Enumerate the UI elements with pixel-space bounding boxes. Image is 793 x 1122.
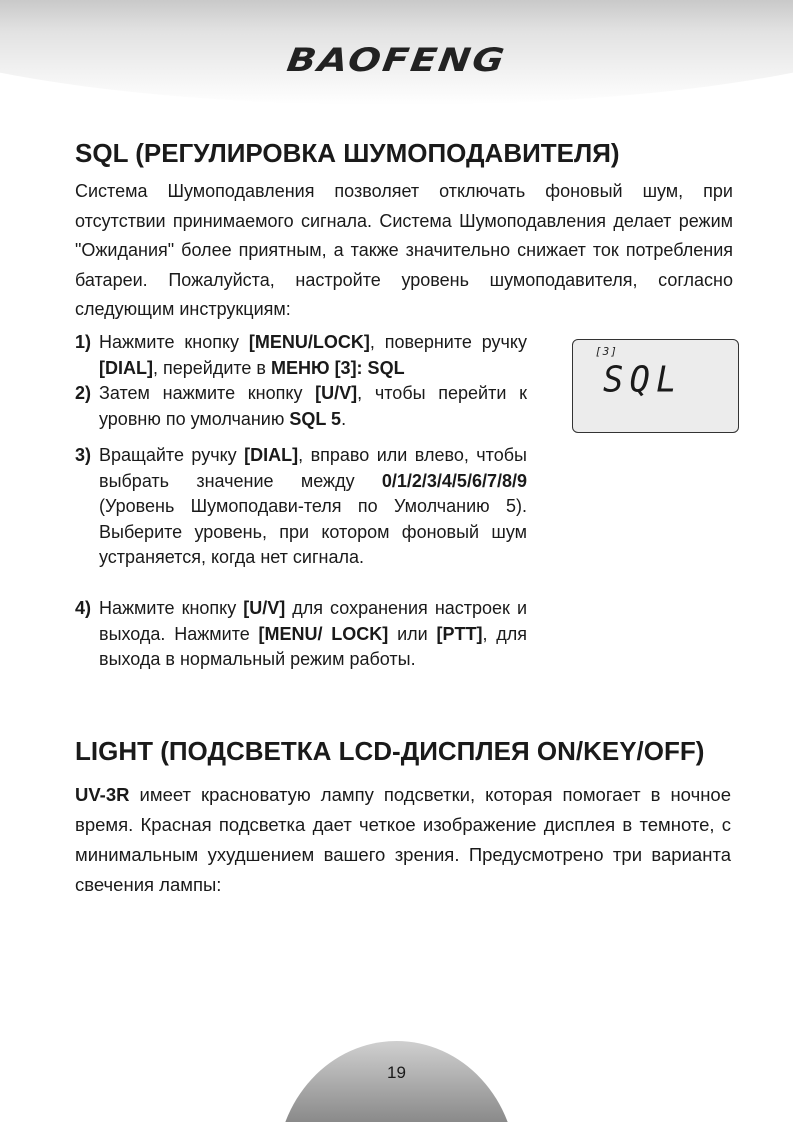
- step-number: 4): [75, 598, 92, 618]
- instruction-step-1: 1) Нажмите кнопку [MENU/LOCK], поверните ручку [DIAL], перейдите в МЕНЮ [3]: SQL: [75, 332, 527, 378]
- model-name: UV-3R: [75, 784, 130, 805]
- section-title-light: LIGHT (ПОДСВЕТКА LCD-ДИСПЛЕЯ ON/KEY/OFF): [75, 736, 705, 766]
- lcd-menu-value: SQL: [603, 359, 683, 401]
- section-title-sql: SQL (РЕГУЛИРОВКА ШУМОПОДАВИТЕЛЯ): [75, 138, 620, 168]
- instruction-step-3: 3) Вращайте ручку [DIAL], вправо или влево, чтобы выбрать значение между 0/1/2/3/4/5/6/7/8/9 (Уровень Шумоподави-теля по Умолчанию 5). Выберите уровень, при котором фоновый шум устраняется, когда нет сигнала.: [75, 445, 527, 567]
- instruction-step-2: 2) Затем нажмите кнопку [U/V], чтобы перейти к уровню по умолчанию SQL 5.: [75, 383, 527, 429]
- page-number: 19: [387, 1063, 406, 1082]
- step-number: 3): [75, 445, 92, 465]
- brand-logo: BAOFENG: [284, 41, 509, 79]
- lcd-display-illustration: [572, 339, 739, 433]
- light-intro-paragraph: UV-3R имеет красноватую лампу подсветки, которая помогает в ночное время. Красная подсветка дает четкое изображение дисплея в темноте, с минимальным ухудшением вашего зрения. Предусмотрено три варианта свечения лампы:: [75, 784, 731, 895]
- step-number: 2): [75, 383, 92, 403]
- instruction-step-4: 4) Нажмите кнопку [U/V] для сохранения настроек и выхода. Нажмите [MENU/ LOCK] или [PTT], для выхода в нормальный режим работы.: [75, 598, 528, 669]
- sql-intro-paragraph: Система Шумоподавления позволяет отключать фоновый шум, при отсутствии принимаемого сигнала. Система Шумоподавления делает режим "Ожидания" более приятным, а также значительно снижает ток потребления батареи. Пожалуйста, настройте уровень шумоподавителя, согласно следующим инструкциям:: [75, 181, 733, 319]
- lcd-menu-number: [3]: [595, 345, 618, 358]
- step-number: 1): [75, 332, 92, 352]
